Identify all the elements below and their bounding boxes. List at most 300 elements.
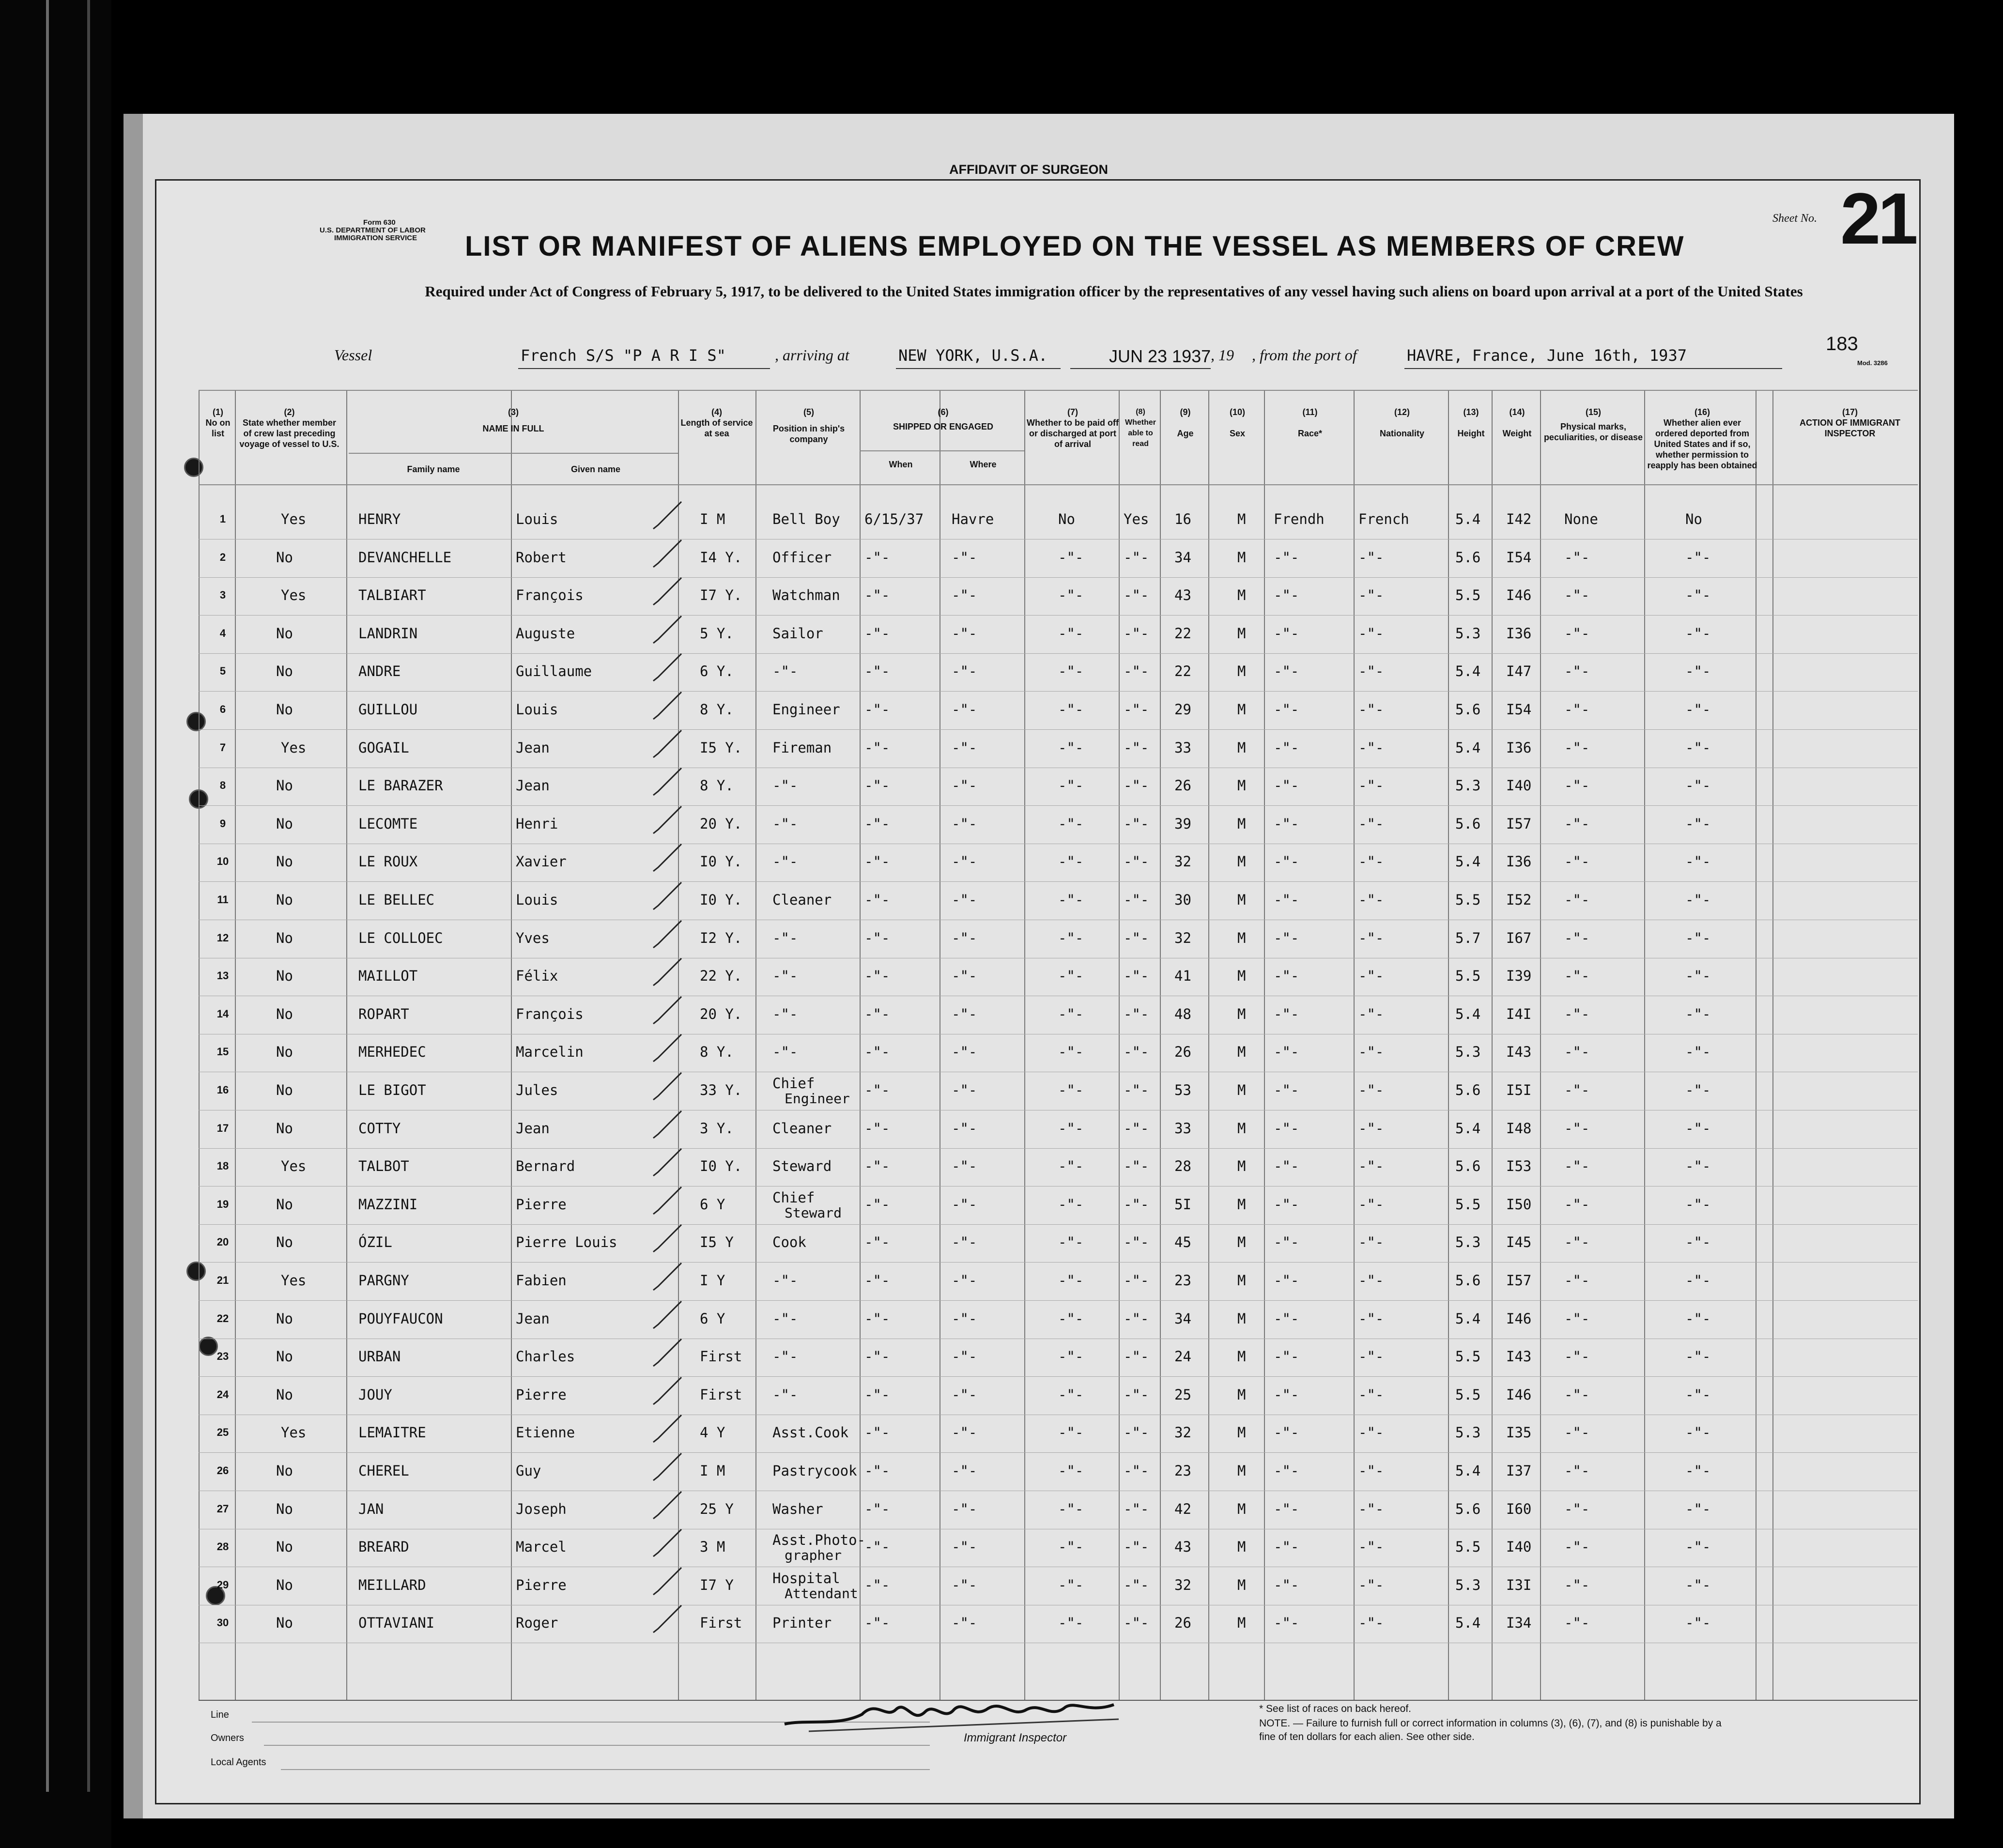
- row-able-to-read: -"-: [1124, 1234, 1149, 1250]
- row-number: 17: [216, 1122, 229, 1134]
- check-mark: [651, 918, 685, 952]
- row-service-length: I7 Y.: [700, 587, 742, 603]
- row-nationality: -"-: [1358, 777, 1384, 794]
- row-age: 34: [1174, 549, 1191, 566]
- col14-label: Weight: [1502, 429, 1532, 438]
- row-prev-voyage: No: [276, 1082, 293, 1098]
- row-family-name: LANDRIN: [358, 625, 418, 642]
- mod-label: Mod. 3286: [1857, 359, 1888, 367]
- row-weight: I60: [1506, 1501, 1532, 1517]
- row-nationality: -"-: [1358, 930, 1384, 946]
- arriving-label: , arriving at: [775, 346, 849, 364]
- year-label: , 19: [1211, 346, 1234, 364]
- owners-label: Owners: [211, 1733, 244, 1743]
- check-mark: [651, 651, 685, 685]
- row-height: 5.6: [1455, 1082, 1481, 1098]
- row-position: Steward: [772, 1158, 832, 1174]
- row-shipped-where: -"-: [952, 930, 977, 946]
- col10-number: (10): [1229, 407, 1245, 417]
- row-shipped-when: -"-: [864, 1424, 890, 1441]
- row-race: -"-: [1274, 930, 1299, 946]
- row-number: 21: [216, 1274, 229, 1286]
- col17-header: [1792, 407, 1908, 439]
- row-position: -"-: [772, 1044, 798, 1060]
- row-family-name: LEMAITRE: [358, 1424, 426, 1441]
- row-weight: I37: [1506, 1463, 1532, 1479]
- row-family-name: LE BELLEC: [358, 892, 435, 908]
- row-deported: -"-: [1685, 1234, 1711, 1250]
- row-number: 7: [219, 741, 226, 754]
- row-position: Asst.Cook: [772, 1424, 849, 1441]
- row-race: -"-: [1274, 663, 1299, 679]
- row-deported: -"-: [1685, 739, 1711, 756]
- row-nationality: -"-: [1358, 1424, 1384, 1441]
- row-position: Hospital: [772, 1570, 840, 1586]
- row-prev-voyage: No: [276, 816, 293, 832]
- row-able-to-read: -"-: [1124, 816, 1149, 832]
- row-family-name: MAZZINI: [358, 1196, 418, 1213]
- row-position: -"-: [772, 930, 798, 946]
- row-service-length: I5 Y: [700, 1234, 734, 1250]
- row-height: 5.3: [1455, 1424, 1481, 1441]
- vessel-value: French S/S "P A R I S": [521, 346, 726, 365]
- row-sex: M: [1237, 1348, 1246, 1365]
- row-shipped-when: -"-: [864, 930, 890, 946]
- row-able-to-read: -"-: [1124, 1577, 1149, 1593]
- col12-number: (12): [1394, 407, 1410, 417]
- row-deported: -"-: [1685, 1120, 1711, 1137]
- row-race: -"-: [1274, 1501, 1299, 1517]
- row-height: 5.3: [1455, 625, 1481, 642]
- row-sex: M: [1237, 1463, 1246, 1479]
- row-shipped-where: -"-: [952, 892, 977, 908]
- row-shipped-when: -"-: [864, 587, 890, 603]
- row-given-name: Marcelin: [516, 1044, 584, 1060]
- row-able-to-read: -"-: [1124, 1120, 1149, 1137]
- row-deported: -"-: [1685, 930, 1711, 946]
- row-weight: I36: [1506, 625, 1532, 642]
- row-position: -"-: [772, 968, 798, 984]
- port-label: , from the port of: [1252, 346, 1357, 364]
- row-shipped-where: -"-: [952, 853, 977, 870]
- col7-header: [1027, 407, 1119, 449]
- row-nationality: -"-: [1358, 1310, 1384, 1327]
- row-position-cont: Steward: [785, 1205, 842, 1221]
- row-deported: -"-: [1685, 1272, 1711, 1289]
- row-weight: I4I: [1506, 1006, 1532, 1022]
- row-able-to-read: -"-: [1124, 1006, 1149, 1022]
- row-prev-voyage: No: [276, 1196, 293, 1213]
- col4-header: [680, 407, 753, 439]
- row-shipped-when: -"-: [864, 1577, 890, 1593]
- shipped-subheader-rule: [860, 450, 1024, 451]
- row-age: 25: [1174, 1386, 1191, 1403]
- check-mark: [651, 1260, 685, 1294]
- row-age: 34: [1174, 1310, 1191, 1327]
- row-paid-off: -"-: [1058, 739, 1084, 756]
- row-given-name: Etienne: [516, 1424, 575, 1441]
- check-mark: [651, 613, 685, 647]
- row-sex: M: [1237, 663, 1246, 679]
- form-number: Form 630: [363, 218, 396, 227]
- row-physical-marks: -"-: [1564, 1501, 1590, 1517]
- col16-header: [1647, 407, 1758, 471]
- row-position: Fireman: [772, 739, 832, 756]
- row-able-to-read: -"-: [1124, 1082, 1149, 1098]
- row-height: 5.6: [1455, 1501, 1481, 1517]
- row-number: 22: [216, 1312, 229, 1324]
- row-height: 5.6: [1455, 549, 1481, 566]
- row-number: 10: [216, 855, 229, 867]
- col4-number: (4): [711, 407, 722, 417]
- row-deported: -"-: [1685, 1348, 1711, 1365]
- row-position: -"-: [772, 1386, 798, 1403]
- row-physical-marks: None: [1564, 511, 1598, 527]
- check-mark: [651, 575, 685, 609]
- row-given-name: Pierre: [516, 1196, 567, 1213]
- row-service-length: I5 Y.: [700, 739, 742, 756]
- given-name-header: Given name: [570, 464, 621, 474]
- row-family-name: LE BARAZER: [358, 777, 443, 794]
- row-prev-voyage: No: [276, 1463, 293, 1479]
- row-nationality: -"-: [1358, 739, 1384, 756]
- row-race: -"-: [1274, 587, 1299, 603]
- check-mark: [651, 841, 685, 875]
- row-shipped-when: -"-: [864, 1158, 890, 1174]
- row-number: 20: [216, 1236, 229, 1248]
- arriving-value: NEW YORK, U.S.A.: [898, 346, 1048, 365]
- row-nationality: -"-: [1358, 816, 1384, 832]
- row-service-length: 8 Y.: [700, 777, 734, 794]
- row-given-name: Xavier: [516, 853, 567, 870]
- row-given-name: Roger: [516, 1615, 558, 1631]
- service-name: IMMIGRATION SERVICE: [334, 234, 417, 242]
- row-prev-voyage: No: [276, 549, 293, 566]
- row-physical-marks: -"-: [1564, 1006, 1590, 1022]
- row-paid-off: -"-: [1058, 1082, 1084, 1098]
- row-given-name: Pierre Louis: [516, 1234, 617, 1250]
- row-age: 23: [1174, 1272, 1191, 1289]
- check-mark: [651, 955, 685, 989]
- department-name: U.S. DEPARTMENT OF LABOR: [320, 226, 426, 234]
- row-position: -"-: [772, 1006, 798, 1022]
- row-family-name: LE BIGOT: [358, 1082, 426, 1098]
- row-prev-voyage: Yes: [281, 511, 307, 527]
- row-height: 5.3: [1455, 777, 1481, 794]
- row-race: -"-: [1274, 1234, 1299, 1250]
- row-shipped-when: -"-: [864, 853, 890, 870]
- row-shipped-where: -"-: [952, 1539, 977, 1555]
- check-mark: [651, 1336, 685, 1370]
- row-service-length: I M: [700, 1463, 725, 1479]
- row-position: Officer: [772, 549, 832, 566]
- row-shipped-when: -"-: [864, 816, 890, 832]
- affidavit-heading: AFFIDAVIT OF SURGEON: [949, 162, 1108, 177]
- row-nationality: -"-: [1358, 1463, 1384, 1479]
- column-rule: [1119, 390, 1120, 1700]
- row-height: 5.5: [1455, 892, 1481, 908]
- row-service-length: 5 Y.: [700, 625, 734, 642]
- row-able-to-read: -"-: [1124, 853, 1149, 870]
- row-age: 39: [1174, 816, 1191, 832]
- row-shipped-where: -"-: [952, 1234, 977, 1250]
- row-shipped-when: -"-: [864, 1006, 890, 1022]
- row-nationality: French: [1358, 511, 1409, 527]
- row-service-length: First: [700, 1348, 742, 1365]
- col7-number: (7): [1067, 407, 1078, 417]
- row-number: 13: [216, 970, 229, 982]
- col12-label: Nationality: [1379, 429, 1424, 438]
- row-paid-off: -"-: [1058, 625, 1084, 642]
- row-family-name: CHEREL: [358, 1463, 409, 1479]
- row-sex: M: [1237, 739, 1246, 756]
- row-number: 23: [216, 1350, 229, 1362]
- row-physical-marks: -"-: [1564, 1196, 1590, 1213]
- row-race: -"-: [1274, 1310, 1299, 1327]
- row-paid-off: -"-: [1058, 1120, 1084, 1137]
- row-age: 48: [1174, 1006, 1191, 1022]
- row-paid-off: -"-: [1058, 1501, 1084, 1517]
- row-position: -"-: [772, 663, 798, 679]
- row-paid-off: No: [1058, 511, 1075, 527]
- row-height: 5.6: [1455, 701, 1481, 718]
- check-mark: [651, 727, 685, 761]
- row-family-name: GUILLOU: [358, 701, 418, 718]
- row-rule: [199, 615, 1918, 616]
- row-service-length: 3 M: [700, 1539, 725, 1555]
- row-race: -"-: [1274, 1082, 1299, 1098]
- row-able-to-read: -"-: [1124, 1272, 1149, 1289]
- row-deported: -"-: [1685, 587, 1711, 603]
- row-physical-marks: -"-: [1564, 1234, 1590, 1250]
- row-paid-off: -"-: [1058, 892, 1084, 908]
- row-age: 24: [1174, 1348, 1191, 1365]
- col3-number: (3): [508, 407, 519, 417]
- row-number: 16: [216, 1084, 229, 1096]
- row-physical-marks: -"-: [1564, 816, 1590, 832]
- row-paid-off: -"-: [1058, 930, 1084, 946]
- row-given-name: Louis: [516, 511, 558, 527]
- row-paid-off: -"-: [1058, 1348, 1084, 1365]
- row-service-length: 25 Y: [700, 1501, 734, 1517]
- row-given-name: Pierre: [516, 1577, 567, 1593]
- row-position: Washer: [772, 1501, 823, 1517]
- row-given-name: Charles: [516, 1348, 575, 1365]
- column-rule: [199, 390, 200, 1700]
- row-position-cont: Engineer: [785, 1091, 850, 1107]
- column-rule: [1024, 390, 1025, 1700]
- row-shipped-when: -"-: [864, 625, 890, 642]
- row-deported: -"-: [1685, 1424, 1711, 1441]
- row-position: -"-: [772, 1272, 798, 1289]
- row-service-length: I7 Y: [700, 1577, 734, 1593]
- row-shipped-where: -"-: [952, 1348, 977, 1365]
- row-race: -"-: [1274, 1196, 1299, 1213]
- row-position: -"-: [772, 1310, 798, 1327]
- row-weight: I54: [1506, 549, 1532, 566]
- row-paid-off: -"-: [1058, 1615, 1084, 1631]
- row-paid-off: -"-: [1058, 1577, 1084, 1593]
- row-race: -"-: [1274, 739, 1299, 756]
- check-mark: [651, 537, 685, 571]
- row-paid-off: -"-: [1058, 549, 1084, 566]
- row-weight: I40: [1506, 777, 1532, 794]
- row-race: -"-: [1274, 701, 1299, 718]
- row-number: 30: [216, 1617, 229, 1629]
- punch-hole: [186, 712, 206, 731]
- col5-number: (5): [803, 407, 814, 417]
- row-nationality: -"-: [1358, 1577, 1384, 1593]
- row-number: 3: [219, 589, 226, 601]
- row-sex: M: [1237, 625, 1246, 642]
- row-sex: M: [1237, 777, 1246, 794]
- row-prev-voyage: No: [276, 1577, 293, 1593]
- row-height: 5.4: [1455, 511, 1481, 527]
- row-shipped-where: -"-: [952, 587, 977, 603]
- row-prev-voyage: No: [276, 663, 293, 679]
- punch-hole: [186, 1262, 206, 1281]
- row-weight: I36: [1506, 739, 1532, 756]
- col5-header: [758, 407, 860, 445]
- row-family-name: ANDRE: [358, 663, 401, 679]
- row-deported: -"-: [1685, 549, 1711, 566]
- row-position: -"-: [772, 1348, 798, 1365]
- row-shipped-when: -"-: [864, 1082, 890, 1098]
- row-shipped-when: -"-: [864, 1310, 890, 1327]
- check-mark: [651, 1565, 685, 1599]
- row-shipped-when: -"-: [864, 1044, 890, 1060]
- row-service-length: 4 Y: [700, 1424, 725, 1441]
- row-height: 5.3: [1455, 1577, 1481, 1593]
- row-physical-marks: -"-: [1564, 549, 1590, 566]
- row-age: 32: [1174, 930, 1191, 946]
- row-race: -"-: [1274, 1158, 1299, 1174]
- row-sex: M: [1237, 1539, 1246, 1555]
- row-paid-off: -"-: [1058, 701, 1084, 718]
- row-given-name: Pierre: [516, 1386, 567, 1403]
- row-rule: [199, 729, 1918, 730]
- row-height: 5.4: [1455, 1310, 1481, 1327]
- row-able-to-read: -"-: [1124, 1615, 1149, 1631]
- row-age: 22: [1174, 663, 1191, 679]
- line-label: Line: [211, 1709, 229, 1720]
- col4-label: Length of service at sea: [680, 418, 753, 438]
- row-family-name: HENRY: [358, 511, 401, 527]
- row-number: 18: [216, 1160, 229, 1172]
- row-position: Pastrycook: [772, 1463, 857, 1479]
- row-number: 26: [216, 1464, 229, 1477]
- row-deported: -"-: [1685, 853, 1711, 870]
- row-paid-off: -"-: [1058, 777, 1084, 794]
- agents-label: Local Agents: [211, 1757, 266, 1768]
- sheet-number: 21: [1840, 178, 1915, 259]
- row-family-name: DEVANCHELLE: [358, 549, 452, 566]
- row-shipped-where: -"-: [952, 1386, 977, 1403]
- row-shipped-where: -"-: [952, 1120, 977, 1137]
- row-sex: M: [1237, 1044, 1246, 1060]
- row-height: 5.4: [1455, 663, 1481, 679]
- row-prev-voyage: No: [276, 1310, 293, 1327]
- row-shipped-when: -"-: [864, 549, 890, 566]
- column-rule: [1264, 390, 1265, 1700]
- family-name-header: Family name: [407, 464, 460, 474]
- row-able-to-read: -"-: [1124, 1158, 1149, 1174]
- where-header: Where: [970, 460, 997, 469]
- row-number: 4: [219, 627, 226, 639]
- row-paid-off: -"-: [1058, 1234, 1084, 1250]
- row-sex: M: [1237, 1386, 1246, 1403]
- form-stamp: [320, 219, 426, 242]
- row-race: Frendh: [1274, 511, 1325, 527]
- col11-number: (11): [1302, 407, 1318, 417]
- row-deported: -"-: [1685, 1615, 1711, 1631]
- check-mark: [651, 1070, 685, 1104]
- row-weight: I43: [1506, 1348, 1532, 1365]
- row-nationality: -"-: [1358, 1196, 1384, 1213]
- row-given-name: Yves: [516, 930, 550, 946]
- row-age: 26: [1174, 777, 1191, 794]
- row-age: 5I: [1174, 1196, 1191, 1213]
- row-family-name: COTTY: [358, 1120, 401, 1137]
- inspector-label: Immigrant Inspector: [964, 1731, 1067, 1744]
- col6-header: [862, 407, 1024, 432]
- row-nationality: -"-: [1358, 1501, 1384, 1517]
- row-family-name: LE COLLOEC: [358, 930, 443, 946]
- row-prev-voyage: No: [276, 1501, 293, 1517]
- header-bottom-rule: [199, 484, 1918, 485]
- row-family-name: ÓZIL: [358, 1234, 392, 1250]
- row-height: 5.3: [1455, 1234, 1481, 1250]
- row-shipped-where: -"-: [952, 663, 977, 679]
- row-sex: M: [1237, 1158, 1246, 1174]
- row-weight: I57: [1506, 816, 1532, 832]
- row-deported: -"-: [1685, 701, 1711, 718]
- row-sex: M: [1237, 892, 1246, 908]
- row-number: 1: [219, 513, 226, 525]
- row-given-name: Auguste: [516, 625, 575, 642]
- row-deported: -"-: [1685, 625, 1711, 642]
- row-shipped-where: -"-: [952, 1577, 977, 1593]
- row-age: 43: [1174, 1539, 1191, 1555]
- row-service-length: I M: [700, 511, 725, 527]
- row-physical-marks: -"-: [1564, 853, 1590, 870]
- row-sex: M: [1237, 549, 1246, 566]
- date-underline: [1070, 368, 1211, 369]
- row-sex: M: [1237, 968, 1246, 984]
- row-prev-voyage: No: [276, 1615, 293, 1631]
- row-sex: M: [1237, 1501, 1246, 1517]
- row-given-name: Joseph: [516, 1501, 567, 1517]
- row-number: 14: [216, 1008, 229, 1020]
- check-mark: [651, 1032, 685, 1065]
- row-paid-off: -"-: [1058, 1272, 1084, 1289]
- row-shipped-where: -"-: [952, 701, 977, 718]
- row-physical-marks: -"-: [1564, 1044, 1590, 1060]
- row-age: 33: [1174, 739, 1191, 756]
- row-height: 5.5: [1455, 587, 1481, 603]
- row-family-name: MAILLOT: [358, 968, 418, 984]
- row-deported: -"-: [1685, 1044, 1711, 1060]
- port-underline: [1404, 368, 1782, 369]
- col9-number: (9): [1180, 407, 1191, 417]
- col11-header: [1266, 407, 1354, 439]
- row-race: -"-: [1274, 816, 1299, 832]
- row-able-to-read: -"-: [1124, 1386, 1149, 1403]
- col6-label: SHIPPED OR ENGAGED: [893, 422, 994, 431]
- row-position: Printer: [772, 1615, 832, 1631]
- row-nationality: -"-: [1358, 1006, 1384, 1022]
- row-deported: -"-: [1685, 1006, 1711, 1022]
